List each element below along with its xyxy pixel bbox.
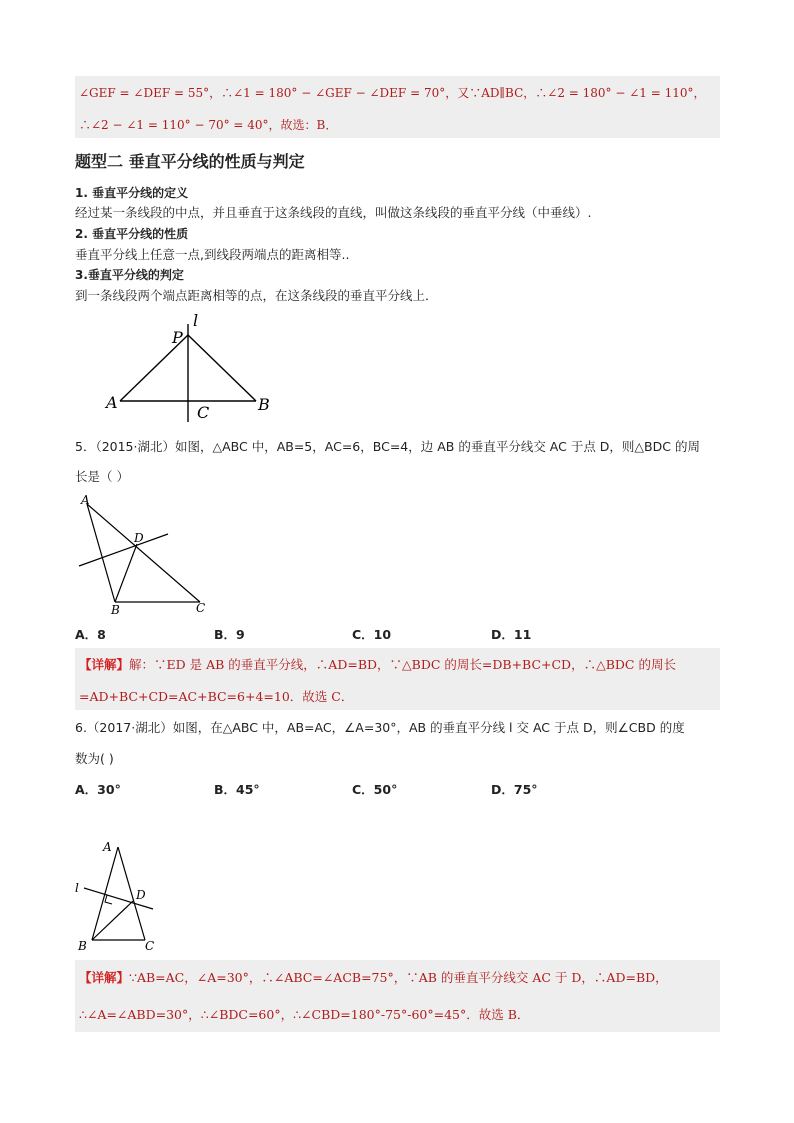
q6-answer-tag: 【详解】 — [79, 970, 130, 985]
q5-answer-box — [75, 648, 720, 710]
q6-label-l: l — [75, 881, 79, 895]
q6-label-B: B — [78, 939, 87, 953]
q5-answer-line-1 — [79, 655, 676, 673]
q6-option-a: A．30° — [75, 782, 121, 797]
criterion-heading: 3.垂直平分线的判定 — [75, 268, 184, 282]
q6-label-A: A — [103, 840, 112, 854]
q6-label-C: C — [145, 939, 155, 953]
definition-body: 经过某一条线段的中点，并且垂直于这条线段的直线，叫做这条线段的垂直平分线（中垂线）. — [75, 205, 592, 220]
label-C: C — [197, 403, 210, 422]
q5-stem-line-1: 5．（2015·湖北）如图，△ABC 中，AB=5，AC=6，BC=4，边 AB 的垂直平分线交 AC 于点 D，则△BDC 的周 — [75, 439, 700, 454]
q5-stem-line-2: 长是（ ） — [75, 469, 129, 484]
label-A: A — [106, 393, 118, 412]
criterion-body: 到一条线段两个端点距离相等的点，在这条线段的垂直平分线上． — [75, 288, 438, 303]
q6-stem-line-2: 数为( ) — [75, 751, 114, 766]
q6-option-d: D．75° — [491, 782, 538, 797]
q5-answer-tag: 【详解】 — [79, 657, 130, 672]
section-title: 题型二 垂直平分线的性质与判定 — [75, 152, 305, 171]
q5-option-a: A．8 — [75, 627, 106, 642]
q6-option-b: B．45° — [214, 782, 260, 797]
q6-label-D: D — [136, 888, 146, 902]
q5-label-B: B — [111, 603, 120, 617]
q5-label-C: C — [196, 601, 206, 615]
q6-answer-text-1: ∵AB=AC，∠A=30°，∴∠ABC=∠ACB=75°，∵AB 的垂直平分线交 AC 于 D，∴AD=BD， — [129, 970, 668, 985]
q6-figure — [70, 835, 170, 955]
q6-answer-line-1 — [79, 968, 668, 986]
q5-figure — [75, 492, 215, 617]
q5-answer-line-2: =AD+BC+CD=AC+BC=6+4=10．故选 C． — [79, 689, 354, 704]
property-body: 垂直平分线上任意一点,到线段两端点的距离相等.. — [75, 247, 350, 262]
prev-solution-box — [75, 76, 720, 138]
prev-solution-line-1: ∠GEF = ∠DEF = 55°，∴∠1 = 180° − ∠GEF − ∠DEF = 70°，又∵AD∥BC，∴∠2 = 180° − ∠1 = 110°， — [79, 86, 706, 100]
label-l: l — [193, 311, 199, 330]
q6-option-c: C．50° — [352, 782, 398, 797]
label-P: P — [172, 328, 183, 347]
q6-answer-box — [75, 960, 720, 1032]
q5-answer-text-1: 解：∵ED 是 AB 的垂直平分线，∴AD=BD，∵△BDC 的周长=DB+BC+CD，∴△BDC 的周长 — [129, 657, 676, 672]
q6-answer-line-2: ∴∠A=∠ABD=30°，∴∠BDC=60°，∴∠CBD=180°-75°-60°=45°．故选 B． — [79, 1007, 530, 1022]
q5-label-D: D — [134, 531, 144, 545]
figure-perpendicular-bisector — [100, 310, 280, 425]
q5-option-b: B．9 — [214, 627, 245, 642]
q5-option-d: D．11 — [491, 627, 532, 642]
label-B: B — [258, 395, 270, 414]
property-heading: 2. 垂直平分线的性质 — [75, 227, 189, 241]
q6-stem-line-1: 6.（2017·湖北）如图，在△ABC 中，AB=AC，∠A=30°，AB 的垂直平分线 l 交 AC 于点 D，则∠CBD 的度 — [75, 720, 685, 735]
q5-label-A: A — [81, 493, 90, 507]
prev-solution-line-2: ∴∠2 − ∠1 = 110° − 70° = 40°，故选：B． — [79, 118, 338, 132]
q5-option-c: C．10 — [352, 627, 392, 642]
definition-heading: 1. 垂直平分线的定义 — [75, 186, 189, 200]
